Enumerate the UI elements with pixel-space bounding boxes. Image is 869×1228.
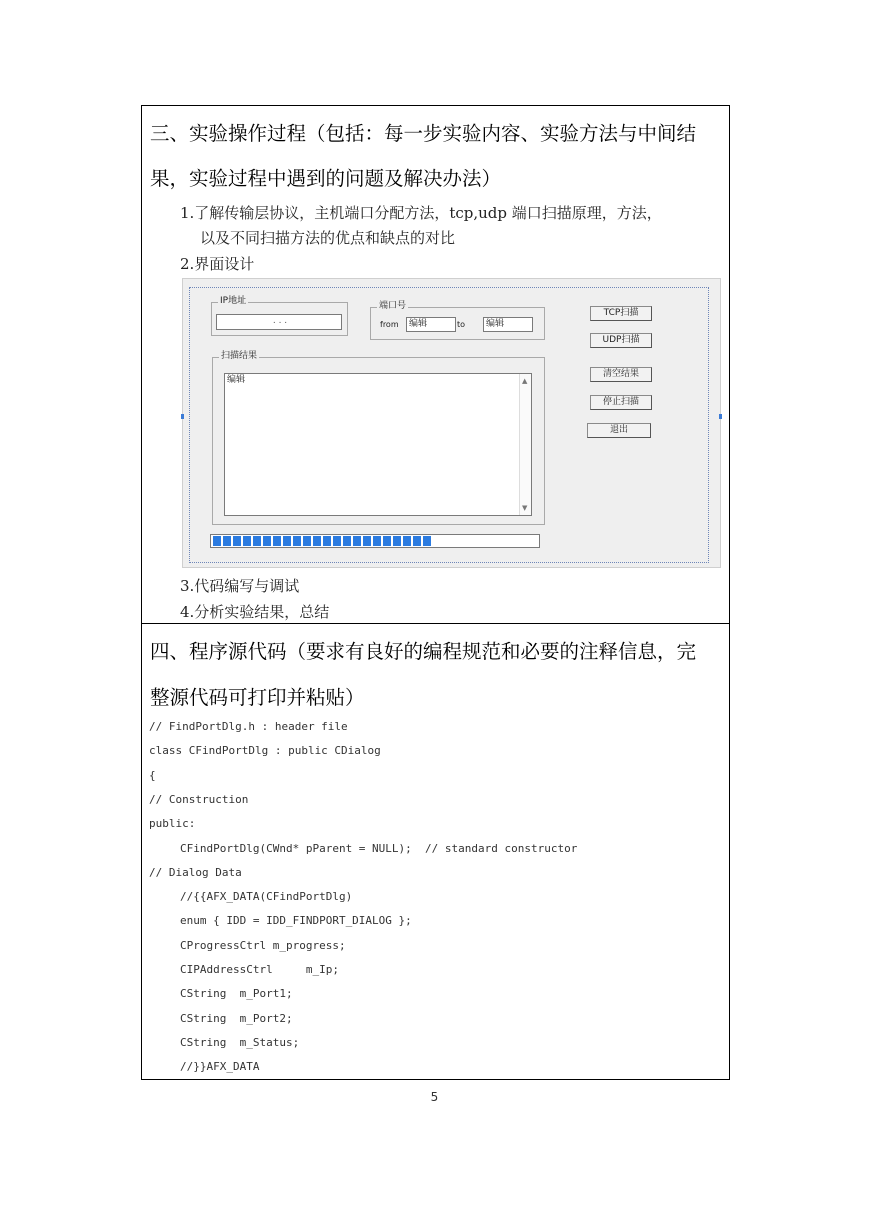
resize-handle-right (719, 414, 722, 419)
port-from-input[interactable]: 编辑 (406, 317, 456, 332)
progress-segment (353, 536, 361, 546)
result-textarea[interactable] (224, 373, 532, 516)
progress-segment (243, 536, 251, 546)
exit-button[interactable]: 退出 (587, 423, 651, 438)
scroll-down-icon[interactable]: ▼ (522, 504, 528, 512)
progress-segment (233, 536, 241, 546)
section4-box (141, 623, 730, 1080)
progress-segment (253, 536, 261, 546)
progress-segment (283, 536, 291, 546)
progress-segment (333, 536, 341, 546)
code-line: class CFindPortDlg : public CDialog (149, 744, 381, 757)
dialog-screenshot (182, 278, 721, 568)
to-label: to (457, 320, 466, 329)
progress-segment (413, 536, 421, 546)
scan-progress-bar (210, 534, 540, 548)
item4: 4.分析实验结果，总结 (180, 603, 330, 621)
section3-heading-line2: 果，实验过程中遇到的问题及解决办法） (150, 167, 502, 190)
progress-segment (363, 536, 371, 546)
port-group (370, 301, 545, 340)
item3: 3.代码编写与调试 (180, 577, 300, 595)
code-line: CString m_Port2; (180, 1012, 293, 1025)
progress-segment (393, 536, 401, 546)
progress-segment (323, 536, 331, 546)
progress-segment (213, 536, 221, 546)
code-line: enum { IDD = IDD_FINDPORT_DIALOG }; (180, 914, 412, 927)
code-line: //}}AFX_DATA (180, 1060, 260, 1073)
result-group (212, 351, 545, 525)
code-line: CProgressCtrl m_progress; (180, 939, 346, 952)
ip-address-input[interactable]: . . . (216, 314, 342, 330)
code-line: // Construction (149, 793, 249, 806)
item1-line2: 以及不同扫描方法的优点和缺点的对比 (200, 229, 456, 247)
tcp-scan-button[interactable]: TCP扫描 (590, 306, 652, 321)
section3-box (141, 105, 730, 624)
progress-segment (293, 536, 301, 546)
progress-segment (273, 536, 281, 546)
stop-scan-button[interactable]: 停止扫描 (590, 395, 652, 410)
code-line: // FindPortDlg.h : header file (149, 720, 348, 733)
progress-segment (403, 536, 411, 546)
code-line: CString m_Port1; (180, 987, 293, 1000)
section4-heading-line2: 整源代码可打印并粘贴） (150, 686, 365, 709)
progress-segment (223, 536, 231, 546)
udp-scan-button[interactable]: UDP扫描 (590, 333, 652, 348)
scroll-up-icon[interactable]: ▲ (522, 377, 528, 385)
result-group-label: 扫描结果 (221, 351, 258, 361)
code-line: CIPAddressCtrl m_Ip; (180, 963, 339, 976)
code-line: CString m_Status; (180, 1036, 300, 1049)
progress-segment (263, 536, 271, 546)
progress-segment (423, 536, 431, 546)
section3-heading-line1: 三、实验操作过程（包括：每一步实验内容、实验方法与中间结 (150, 122, 697, 145)
result-text: 编辑 (227, 375, 246, 385)
progress-segment (313, 536, 321, 546)
progress-segment (383, 536, 391, 546)
code-line: CFindPortDlg(CWnd* pParent = NULL); // standard constructor (180, 842, 578, 855)
code-line: //{{AFX_DATA(CFindPortDlg) (180, 890, 353, 903)
clear-results-button[interactable]: 清空结果 (590, 367, 652, 382)
code-line: public: (149, 817, 196, 830)
resize-handle-left (181, 414, 184, 419)
from-label: from (380, 320, 399, 329)
port-group-label: 端口号 (379, 301, 407, 311)
result-scrollbar[interactable] (519, 374, 531, 515)
item1-line1: 1.了解传输层协议，主机端口分配方法，tcp,udp 端口扫描原理，方法， (180, 204, 662, 222)
progress-segment (373, 536, 381, 546)
section4-heading-line1: 四、程序源代码（要求有良好的编程规范和必要的注释信息，完 (150, 640, 697, 663)
code-line: { (149, 769, 156, 782)
page-number: 5 (430, 1090, 439, 1104)
ip-group-label: IP地址 (220, 296, 247, 306)
progress-segment (343, 536, 351, 546)
code-line: // Dialog Data (149, 866, 242, 879)
item2: 2.界面设计 (180, 255, 255, 273)
progress-segment (303, 536, 311, 546)
ip-group (211, 296, 348, 336)
port-to-input[interactable]: 编辑 (483, 317, 533, 332)
